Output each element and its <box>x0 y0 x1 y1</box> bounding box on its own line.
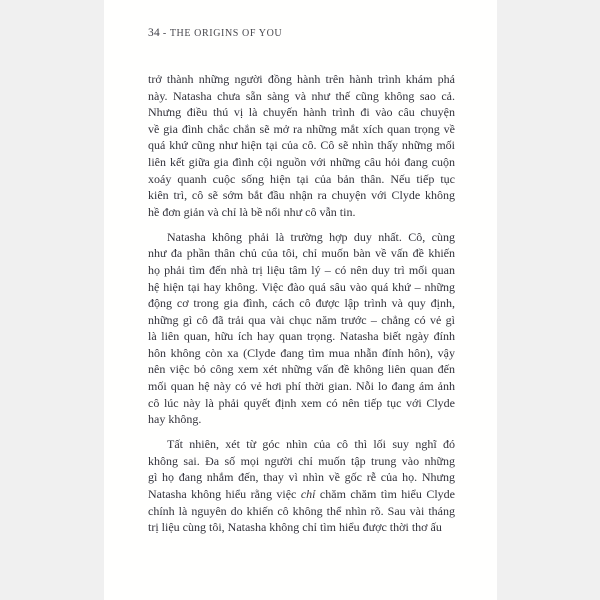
text-line: hệ hiện tại hay không. Việc đào quá sâu vào quá khứ – những <box>148 279 455 294</box>
page-number: 34 <box>148 27 160 39</box>
text-line: Natasha không hiểu rằng việc chỉ chăm chăm tìm hiểu Clyde <box>148 487 455 502</box>
header-separator: - <box>162 28 167 39</box>
page-body <box>148 71 455 536</box>
text-line: xoáy quanh cuộc sống hiện tại của bản thân. Nếu tiếp tục <box>148 171 455 186</box>
text-line: hề đơn giản và chỉ là bề nổi như cô vẫn tin. <box>148 204 356 219</box>
page-header <box>148 28 455 39</box>
text-line: hôn không còn xa (Clyde đang tìm mua nhẫn đính hôn), vậy <box>148 345 455 360</box>
book-page <box>104 0 497 600</box>
text-line: về gia đình chắc chắn sẽ mở ra những mắt xích quan trọng về <box>148 121 455 136</box>
text-line: trị liệu cùng tôi, Natasha không chỉ tìm hiểu được thời thơ ấu <box>148 520 442 535</box>
text-line: Tất nhiên, xét từ góc nhìn của cô thì lối suy nghĩ đó <box>167 437 455 452</box>
paragraph <box>148 71 455 220</box>
text-line: liên kết giữa gia đình cội nguồn với những câu hỏi đang cuộn <box>148 154 455 169</box>
text-line: cô lúc này là phải quyết định xem có nên tiếp tục với Clyde <box>148 395 455 410</box>
paragraph <box>148 229 455 428</box>
text-line: hay không. <box>148 412 202 427</box>
text-line: Nhưng điều thú vị là chuyến hành trình đi vào câu chuyện <box>148 105 455 120</box>
text-line: Natasha không phải là trường hợp duy nhất. Cô, cùng <box>167 229 455 244</box>
text-line: là liên quan, hữu ích hay quan trọng. Natasha biết ngày đính <box>148 329 455 344</box>
text-line: như đa phần thân chủ của tôi, chỉ muốn bàn về vấn đề khiến <box>148 246 455 261</box>
text-line: mối quan hệ này có vẻ hơi phí thời gian. Nỗi lo đang ám ảnh <box>148 379 455 394</box>
text-line: quá khứ cũng như hiện tại của cô. Cô sẽ nhìn thấy những mối <box>148 138 455 153</box>
text-line: chính là nguyên do khiến cô không thể nhìn rõ. Sau vài tháng <box>148 503 455 518</box>
text-line: kiên trì, cô sẽ sớm bắt đầu nhận ra chuyện với Clyde không <box>148 188 455 203</box>
text-line: nên việc bỏ công xem xét những vấn đề không liên quan đến <box>148 362 455 377</box>
text-line: này. Natasha chưa sẵn sàng và như thế cũng không sao cả. <box>148 88 455 103</box>
text-line: trở thành những người đồng hành trên hành trình khám phá <box>148 72 455 86</box>
text-line: không sai. Đa số mọi người chỉ muốn tập trung vào những <box>148 453 455 468</box>
paragraph <box>148 436 455 536</box>
text-line: gì họ đang nhắm đến, thay vì nhìn về gốc rễ của họ. Nhưng <box>148 470 455 485</box>
text-line: họ phải tìm đến nhà trị liệu tâm lý – có nên duy trì mối quan <box>148 262 455 277</box>
text-line: động cơ trong gia đình, cách cô được lập trình và quy định, <box>148 296 455 311</box>
book-title: THE ORIGINS OF YOU <box>169 28 283 39</box>
text-line: những gì cô đã trải qua vài chục năm trước – chẳng có vẻ gì <box>148 312 455 327</box>
